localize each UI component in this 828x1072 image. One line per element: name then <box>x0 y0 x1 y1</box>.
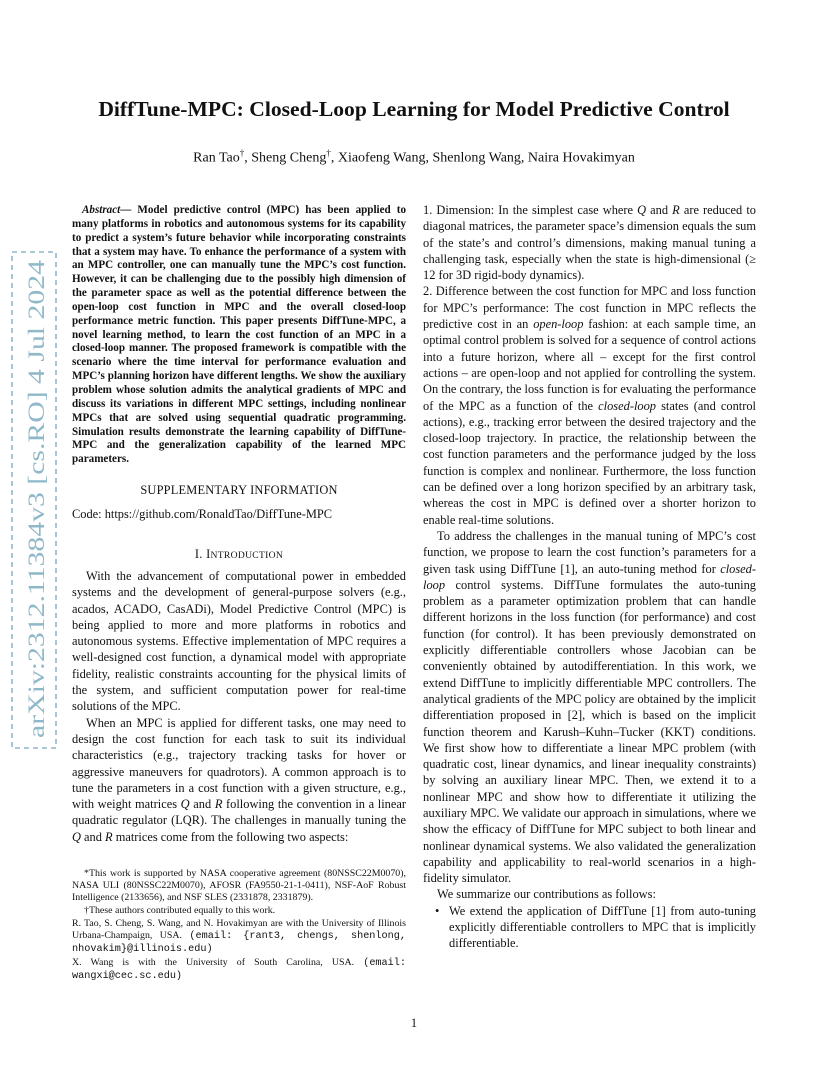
challenge-difference <box>423 283 756 527</box>
text-run: fashion: at each sample time, an optimal control problem is solved for a sequence of control actions into a future horizon, where all – except for the first control actions – are open-loop and not applied for controlling the system. On the contrary, the loss function is for evaluating the performance of the MPC as a function of the <box>423 317 756 413</box>
text-run: control systems. DiffTune formulates the auto-tuning problem as a parameter optimization problem that can handle different horizons in the loss function (for performance) and cost function (for control). It has been previously demonstrated on explicitly differentiable controllers whose Jacobian can be conveniently obtained by autodifferentiation. In this work, we extend DiffTune to implicitly differentiable MPC controllers. The analytical gradients of the MPC policy are obtained by the implicit differentiation proposed in [2], which is based on the implicit function theorem and Karush–Kuhn–Tucker (KKT) conditions. We first show how to differentiate a linear MPC problem (with quadratic cost, linear dynamics, and linear inequality constraints) by solving an auxiliary linear MPC. Then, we extend it to a nonlinear MPC and show how to differentiate it utilizing the auxiliary MPC. We validate our approach in simulations, where we show the efficacy of DiffTune for MPC subject to both linear and nonlinear dynamical systems. We also validated the generalization capability and applicability to real-world scenarios in a high-fidelity simulator. <box>423 577 756 886</box>
text-run: matrices come from the following two aspects: <box>112 829 349 844</box>
abstract-label: Abstract <box>82 204 121 216</box>
text-run: and <box>80 829 106 844</box>
section-numeral: I. <box>194 547 207 561</box>
text-run: R. Tao, S. Cheng, S. Wang, and N. Hovakimyan are with the University of Illinois Urbana-Champaign, USA. <box>72 917 406 942</box>
intro-paragraph-2 <box>72 715 406 845</box>
list-item <box>423 903 756 952</box>
section-title-rest: NTRODUCTION <box>210 550 284 561</box>
page-number: 1 <box>410 1016 418 1030</box>
bullet-icon: • <box>435 903 440 918</box>
text-run: When an MPC is applied for different tasks, one may need to design the cost function for each task to suit its individual characteristics (e.g., trajectory tracking tasks for hover or aggressive maneuvers for quadrotors). A common approach is to tune the parameters in a cost function with a given structure, e.g., with weight matrices <box>72 715 406 812</box>
text-run: To address the challenges in the manual tuning of MPC’s cost function, we propose to learn the cost function’s parameters for a given task using DiffTune [1], an auto-tuning method for <box>423 528 756 576</box>
footnote-equal-contribution: †These authors contributed equally to this work. <box>84 905 276 917</box>
math-symbol-r: R <box>214 797 223 812</box>
text-run: 2. Difference between the cost function for MPC and loss function for MPC’s performance: The cost function in MPC reflects the predictive cost in an <box>423 284 756 332</box>
paper-title: DiffTune-MPC: Closed-Loop Learning for Model Predictive Control <box>98 97 730 121</box>
emphasis: closed-loop <box>598 398 656 413</box>
text-run: 1. Dimension: In the simplest case where <box>423 203 638 217</box>
emphasis: closed-loop <box>423 561 756 592</box>
math-symbol-r: R <box>105 829 113 844</box>
arxiv-identifier: arXiv:2312.11384v3 [cs.RO] 4 Jul 2024 <box>24 368 49 738</box>
intro-paragraph-3 <box>423 528 756 887</box>
footnote-affiliation-uiuc <box>72 918 406 957</box>
abstract-text: Model predictive control (MPC) has been applied to many platforms in robotics and autonomous systems for its capability to predict a system’s future behavior while incorporating constraints that a system may have. To enhance the performance of a system with an MPC controller, one can manually tune the MPC’s cost function. However, it can be challenging due to the possibly high dimension of the parameter space as well as the potential difference between the open-loop cost function in MPC and the overall closed-loop performance metric function. This paper presents DiffTune-MPC, a novel learning method, to learn the cost function of an MPC in a closed-loop manner. The proposed framework is compatible with the scenario where the time interval for performance evaluation and MPC’s planning horizon have different lengths. We show the auxiliary problem whose solution admits the analytical gradients of MPC and discuss its variations in different MPC settings, including nonlinear MPCs that are solved using sequential quadratic programming. Simulation results demonstrate the learning capability of DiffTune-MPC and the generalization capability of the learned MPC parameters. <box>72 204 406 466</box>
footnote-affiliation-usc <box>72 957 406 983</box>
intro-paragraph-1: With the advancement of computational power in embedded systems and the development of general-purpose solvers (e.g., acados, ACADO, CasADi), Model Predictive Control (MPC) is being applied to more and more platforms in robotics and autonomous systems. Effective implementation of MPC requires a well-designed cost function, a dynamical model with appropriate fidelity, realistic constraints accounting for the physical limits of the system, and sufficient computation power for real-time solutions of the MPC. <box>72 569 406 714</box>
contribution-text: We extend the application of DiffTune [1] from auto-tuning explicitly differentiable controllers to MPC that is implicitly differentiable. <box>449 903 756 951</box>
author-name: Sheng Cheng <box>251 150 327 166</box>
introduction-text <box>72 568 406 845</box>
code-link[interactable]: Code: https://github.com/RonaldTao/DiffTune-MPC <box>72 507 333 521</box>
text-run: X. Wang is with the University of South Carolina, USA. <box>72 956 364 968</box>
text-run: following the convention in a linear quadratic regulator (LQR). The challenges in manually tuning the <box>72 797 406 828</box>
contributions-lead: We summarize our contributions as follows: <box>437 887 656 902</box>
text-run: are reduced to diagonal matrices, the parameter space’s dimension equals the sum of the state’s and control’s dimensions, making manual tuning a challenging task, especially when the state is high-dimensional (≥ 12 for 3D rigid-body dynamics). <box>423 203 756 283</box>
math-symbol-q: Q <box>180 797 190 812</box>
author-list <box>60 144 768 168</box>
section-first-letter: I <box>206 547 211 561</box>
text-run: and <box>646 203 673 217</box>
email-address: (email: wangxi@cec.sc.edu) <box>72 957 406 983</box>
equal-contribution-mark: † <box>326 148 331 158</box>
math-symbol-r: R <box>672 203 680 217</box>
footnotes <box>72 868 406 984</box>
text-run: and <box>189 797 215 812</box>
arxiv-stamp <box>10 250 62 750</box>
right-column-text <box>423 202 756 952</box>
contributions-list <box>423 903 756 952</box>
text-run: states (and control actions), e.g., tracking error between the desired trajectory and the closed-loop trajectory. In practice, the relationship between the cost function parameters and the performance judged by the loss function is complex and nonlinear. Furthermore, the loss function can be defined over a long horizon specified by an arbitrary task, whereas the cost in MPC is defined over a shorter horizon to enable real-time solutions. <box>423 398 756 527</box>
email-address: (email: {rant3, chengs, shenlong, nhovakim}@illinois.edu) <box>72 931 406 956</box>
abstract <box>72 204 406 467</box>
section-heading-introduction <box>72 546 406 564</box>
emphasis: open-loop <box>533 317 584 332</box>
abstract-dash: — <box>120 204 138 216</box>
challenge-dimension <box>423 202 756 283</box>
equal-contribution-mark: † <box>239 148 245 158</box>
supplementary-heading: SUPPLEMENTARY INFORMATION <box>140 483 338 497</box>
author-separator: , <box>244 150 252 166</box>
author-name: Ran Tao <box>193 150 240 166</box>
math-symbol-q: Q <box>637 203 647 217</box>
author-names-rest: , Xiaofeng Wang, Shenlong Wang, Naira Hovakimyan <box>330 150 635 166</box>
math-symbol-q: Q <box>72 829 81 844</box>
footnote-funding: *This work is supported by NASA cooperative agreement (80NSSC22M0070), NASA ULI (80NSSC22M0070), AFOSR (FA9550-21-1-0411), NSF-AoF Robust Intelligence (2133656), and NSF SLES (2331878, 2331879). <box>72 868 406 904</box>
